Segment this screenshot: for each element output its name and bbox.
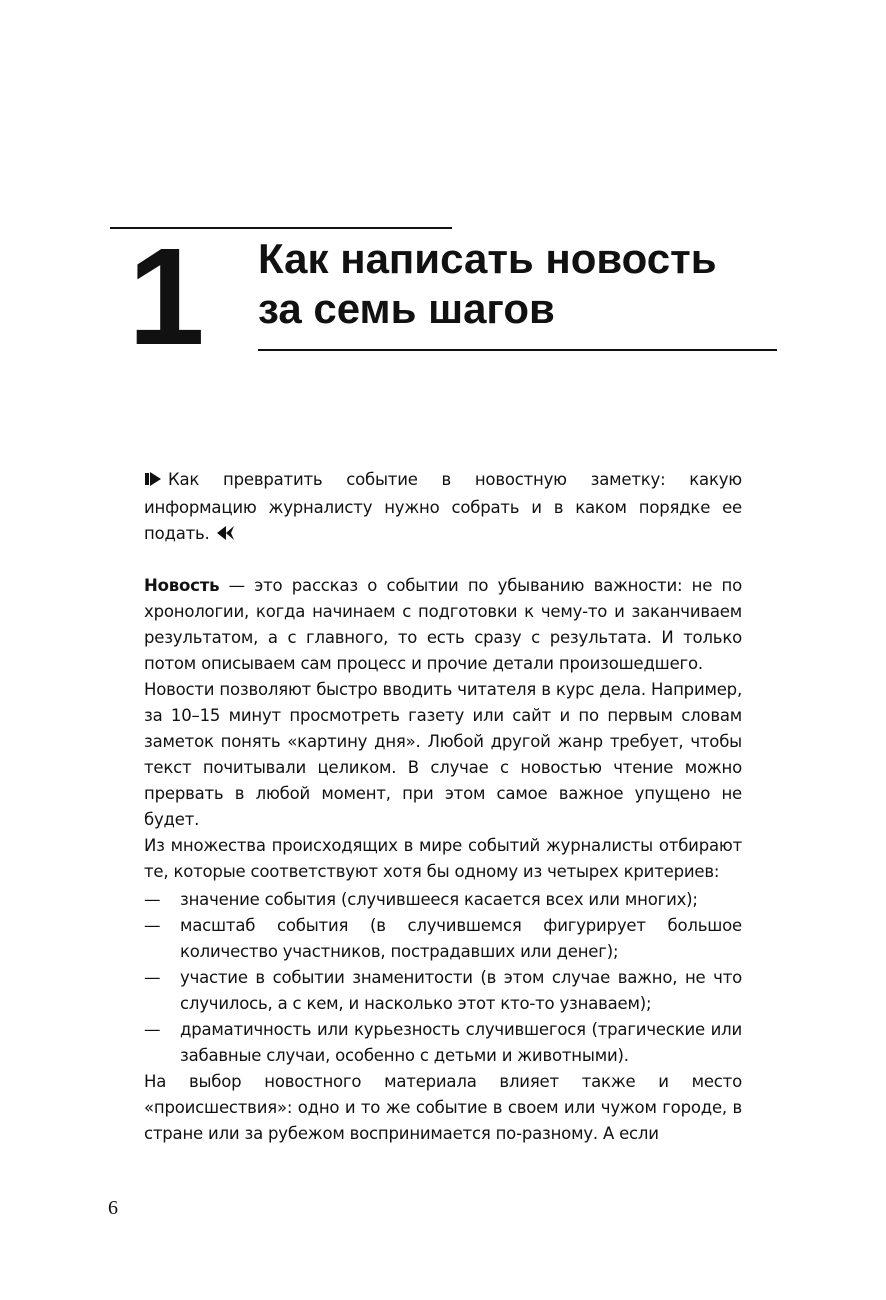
paragraph-4: На выбор новостного материала влияет также и место «происшествия»: одно и то же событие в своем или чужом городе, в стране или за рубежом воспринимается по-разному. А если <box>144 1072 742 1143</box>
list-item <box>144 887 742 913</box>
paragraph-2: Новости позволяют быстро вводить читателя в курс дела. Например, за 10–15 минут просмотреть газету или сайт и по первым словам заметок понять «картину дня». Любой другой жанр требует, чтобы текст почитывали целиком. В случае с новостью чтение можно прервать в любой момент, при этом самое важное упущено не будет. <box>144 680 742 829</box>
title-underline <box>258 349 777 351</box>
chapter-title <box>258 234 717 334</box>
list-item <box>144 913 742 965</box>
list-dash: — <box>144 968 161 987</box>
criteria-list <box>144 887 742 1069</box>
term-novost: Новость <box>144 576 220 595</box>
chapter-title-line-1: Как написать новость <box>258 235 717 282</box>
list-item-text: участие в событии знаменитости (в этом случае важно, не что случилось, а с кем, и насколько этот кто-то узнаваем); <box>180 968 742 1013</box>
page-content <box>144 467 742 1147</box>
chapter-lead <box>144 467 742 549</box>
paragraph-1 <box>144 573 742 677</box>
chapter-title-line-2: за семь шагов <box>258 285 555 332</box>
arrow-right-marker-icon <box>144 469 162 495</box>
list-item-text: значение события (случившееся касается всех или многих); <box>180 890 698 909</box>
paragraph-1-text: — это рассказ о событии по убыванию важности: не по хронологии, когда начинаем с подготовки к чему-то и заканчиваем результатом, а с главного, то есть сразу с результата. И только потом описываем сам процесс и прочие детали произошедшего. <box>144 576 742 673</box>
list-dash: — <box>144 890 161 909</box>
list-item <box>144 965 742 1017</box>
chapter-number: 1 <box>128 220 201 374</box>
list-dash: — <box>144 916 161 935</box>
list-dash: — <box>144 1020 161 1039</box>
list-item-text: масштаб события (в случившемся фигурирует большое количество участников, пострадавших или денег); <box>180 916 742 961</box>
page-number: 6 <box>108 1197 118 1219</box>
chapter-lead-text: Как превратить событие в новостную заметку: какую информацию журналисту нужно собрать и в каком порядке ее подать. <box>144 470 742 543</box>
list-item-text: драматичность или курьезность случившегося (трагические или забавные случаи, особенно с детьми и животными). <box>180 1020 742 1065</box>
list-item <box>144 1017 742 1069</box>
paragraph-3: Из множества происходящих в мире событий журналисты отбирают те, которые соответствуют хотя бы одному из четырех критериев: <box>144 836 742 881</box>
arrow-left-marker-icon <box>216 523 236 549</box>
